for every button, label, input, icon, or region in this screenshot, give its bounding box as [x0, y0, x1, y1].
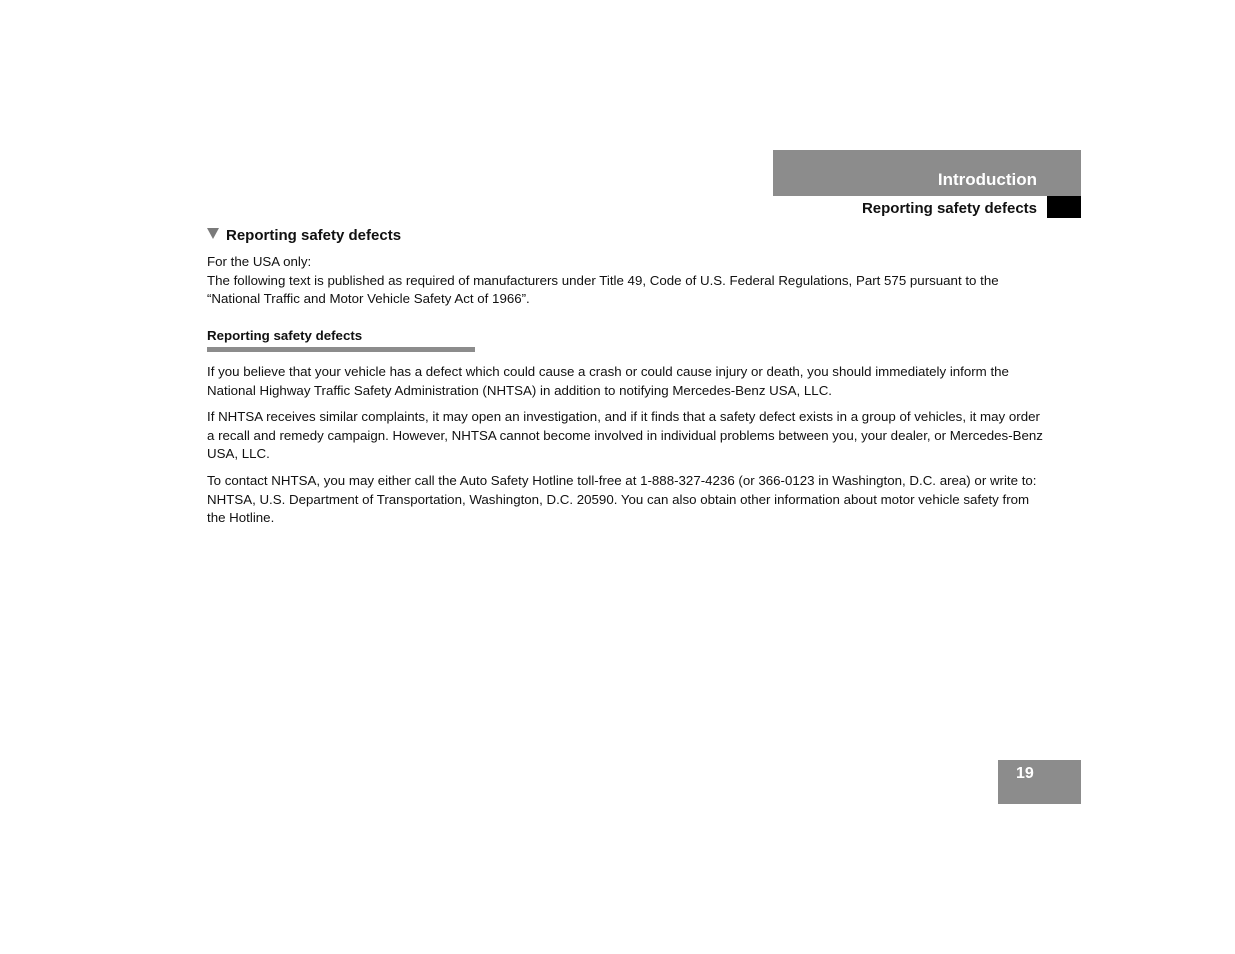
section-title: Reporting safety defects	[861, 200, 1037, 217]
intro-line-statement: The following text is published as required of manufacturers under Title 49, Code of U.S. Federal Regulations, Part 575 pursuant to the “National Traffic and Motor Vehicle Safety Act of 1966”.	[207, 272, 999, 306]
paragraph-contact	[207, 472, 1043, 528]
chapter-tab-marker	[1047, 196, 1081, 218]
intro-line-usa: For the USA only:	[207, 254, 312, 269]
subheading: Reporting safety defects	[207, 328, 363, 343]
chapter-title: Introduction	[937, 170, 1037, 189]
paragraph-text: If NHTSA receives similar complaints, it may open an investigation, and if it finds that a safety defect exists in a group of vehicles, it may order a recall and remedy campaign. However, NHTSA cannot become involved in individual problems between you, your dealer, or Mercedes-Benz USA, LLC.	[207, 409, 1043, 461]
paragraph-investigation	[207, 408, 1043, 464]
subheading-underline	[207, 347, 475, 352]
paragraph-text: To contact NHTSA, you may either call the Auto Safety Hotline toll-free at 1-888-327-4236 (or 366-0123 in Washington, D.C. area) or write to: NHTSA, U.S. Department of Transportation, Washington, D.C. 20590. You can also obtain other information about motor vehicle safety from the Hotline.	[207, 473, 1037, 525]
page-number: 19	[1016, 765, 1034, 782]
triangle-bullet-icon	[207, 228, 219, 239]
intro-block	[207, 253, 1043, 309]
chapter-header	[773, 150, 1081, 196]
page-number-box	[998, 760, 1081, 804]
paragraph-inform-nhtsa	[207, 363, 1043, 400]
paragraph-text: If you believe that your vehicle has a defect which could cause a crash or could cause injury or death, you should immediately inform the National Highway Traffic Safety Administration (NHTSA) in addition to notifying Mercedes-Benz USA, LLC.	[207, 364, 1009, 398]
section-heading	[207, 226, 401, 246]
section-heading-text: Reporting safety defects	[226, 227, 402, 244]
